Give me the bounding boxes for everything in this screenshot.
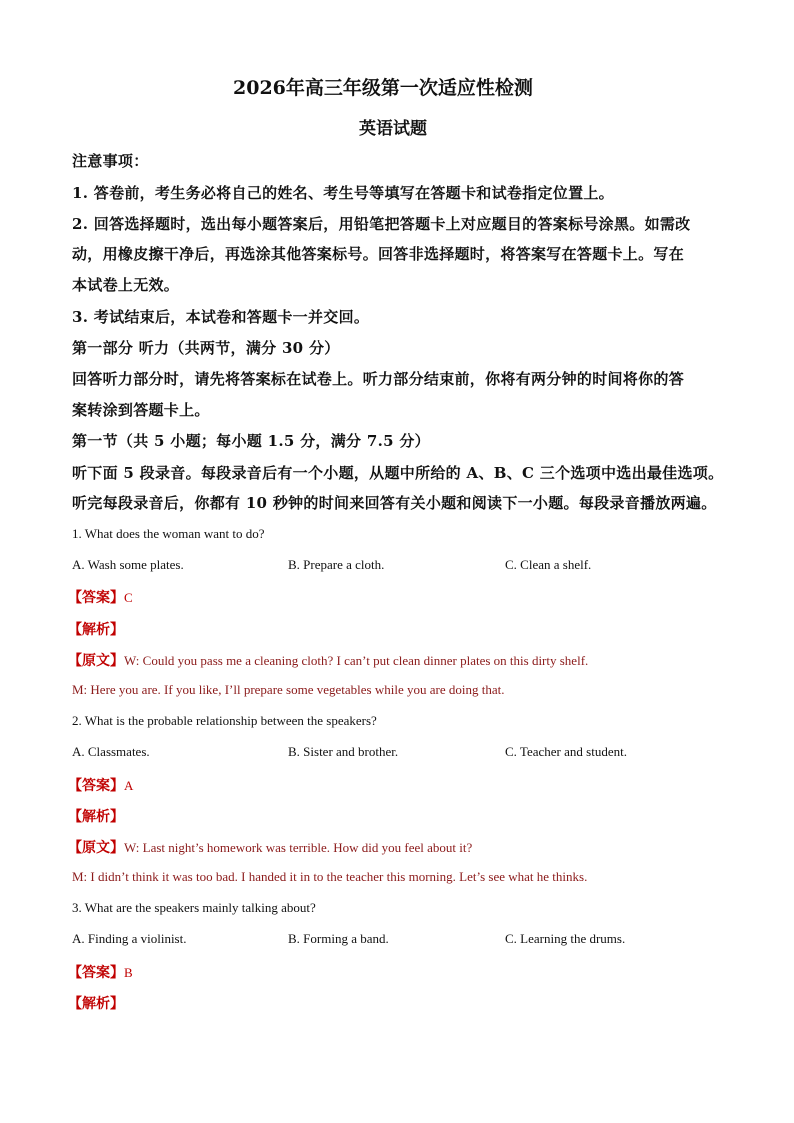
question-2-stem: 2. What is the probable relationship between the speakers? bbox=[72, 713, 377, 728]
question-1-analysis-label: 【解析】 bbox=[68, 622, 124, 638]
notes-item-2-line-3: 本试卷上无效。 bbox=[72, 276, 180, 294]
part1-heading: 第一部分 听力（共两节，满分 30 分） bbox=[72, 339, 340, 357]
question-2-transcript-w-text: W: Last night’s homework was terrible. How did you feel about it? bbox=[124, 840, 473, 855]
answer-label: 【答案】 bbox=[68, 965, 124, 981]
page-subtitle: 英语试题 bbox=[359, 119, 427, 139]
question-1-transcript-w bbox=[68, 650, 588, 670]
section1-intro-line-2: 听完每段录音后，你都有 10 秒钟的时间来回答有关小题和阅读下一小题。每段录音播放两遍。 bbox=[72, 494, 717, 512]
question-1-option-c: C. Clean a shelf. bbox=[505, 557, 592, 572]
question-1-transcript-m: M: Here you are. If you like, I’ll prepare some vegetables while you are doing that. bbox=[72, 682, 505, 697]
question-2-option-c: C. Teacher and student. bbox=[505, 744, 627, 759]
original-label: 【原文】 bbox=[68, 840, 124, 856]
question-2-transcript-m: M: I didn’t think it was too bad. I handed it in to the teacher this morning. Let’s see what he thinks. bbox=[72, 869, 588, 884]
question-3-option-a: A. Finding a violinist. bbox=[72, 931, 187, 946]
question-1-answer-row bbox=[68, 587, 133, 607]
question-2-option-b: B. Sister and brother. bbox=[288, 744, 399, 759]
notes-item-3: 3. 考试结束后，本试卷和答题卡一并交回。 bbox=[72, 308, 370, 326]
question-1-option-a: A. Wash some plates. bbox=[72, 557, 184, 572]
question-1-stem: 1. What does the woman want to do? bbox=[72, 526, 265, 541]
question-2-answer: A bbox=[124, 778, 134, 793]
part1-intro-line-2: 案转涂到答题卡上。 bbox=[72, 401, 210, 419]
question-3-answer: B bbox=[124, 965, 133, 980]
question-2-transcript-w bbox=[68, 837, 472, 857]
question-1-option-b: B. Prepare a cloth. bbox=[288, 557, 385, 572]
section1-heading: 第一节（共 5 小题；每小题 1.5 分，满分 7.5 分） bbox=[72, 432, 430, 450]
question-2-analysis-label: 【解析】 bbox=[68, 809, 124, 825]
page-title: 2026年高三年级第一次适应性检测 bbox=[233, 77, 533, 99]
notes-item-1: 1. 答卷前，考生务必将自己的姓名、考生号等填写在答题卡和试卷指定位置上。 bbox=[72, 184, 614, 202]
section1-intro-line-1: 听下面 5 段录音。每段录音后有一个小题，从题中所给的 A、B、C 三个选项中选出最佳选项。 bbox=[72, 464, 724, 482]
question-1-transcript-w-text: W: Could you pass me a cleaning cloth? I can’t put clean dinner plates on this dirty shelf. bbox=[124, 653, 589, 668]
original-label: 【原文】 bbox=[68, 653, 124, 669]
question-3-option-c: C. Learning the drums. bbox=[505, 931, 626, 946]
question-3-stem: 3. What are the speakers mainly talking about? bbox=[72, 900, 316, 915]
question-3-answer-row bbox=[68, 962, 133, 982]
question-2-option-a: A. Classmates. bbox=[72, 744, 150, 759]
answer-label: 【答案】 bbox=[68, 590, 124, 606]
answer-label: 【答案】 bbox=[68, 778, 124, 794]
part1-intro-line-1: 回答听力部分时，请先将答案标在试卷上。听力部分结束前，你将有两分钟的时间将你的答 bbox=[72, 370, 685, 388]
notes-heading: 注意事项： bbox=[72, 152, 149, 170]
notes-item-2-line-2: 动，用橡皮擦干净后，再选涂其他答案标号。回答非选择题时，将答案写在答题卡上。写在 bbox=[72, 245, 685, 263]
question-1-answer: C bbox=[124, 590, 133, 605]
question-3-analysis-label: 【解析】 bbox=[68, 996, 124, 1012]
question-2-answer-row bbox=[68, 775, 133, 795]
notes-item-2-line-1: 2. 回答选择题时，选出每小题答案后，用铅笔把答题卡上对应题目的答案标号涂黑。如需改 bbox=[72, 215, 691, 233]
question-3-option-b: B. Forming a band. bbox=[288, 931, 389, 946]
